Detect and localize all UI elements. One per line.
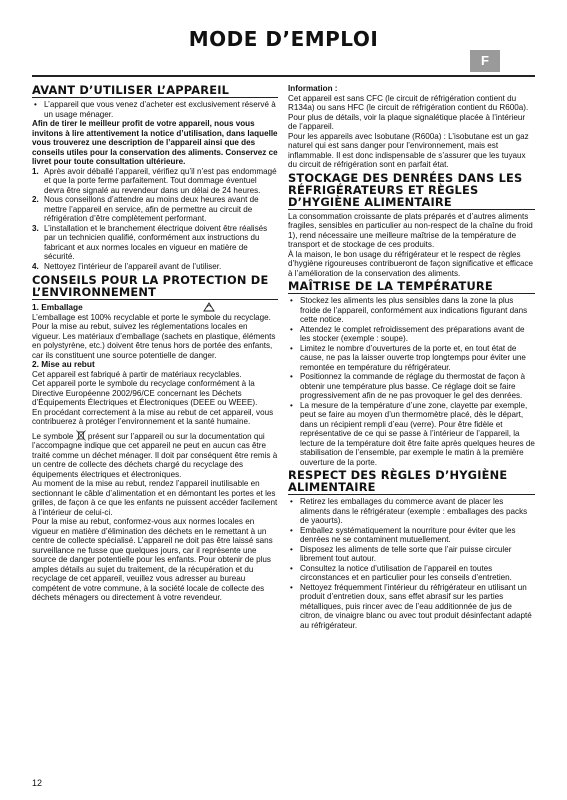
list-item: • Limitez le nombre d’ouvertures de la porte et, en tout état de cause, ne pas la laisser ouverte trop longtemps pour éviter une remontée en température du réfrigérateur. <box>300 344 535 373</box>
list-item: • Attendez le complet refroidissement des préparations avant de les stocker (exemple : soupe). <box>300 325 535 344</box>
step-item <box>32 223 278 262</box>
crossed-bin-icon <box>76 430 86 441</box>
step-text: Nous conseillons d’attendre au moins deux heures avant de mettre l’appareil en service, afin de permettre au circuit de réfrigération d’être complètement performant. <box>44 195 259 223</box>
steps-list <box>32 167 278 272</box>
right-column <box>288 84 535 630</box>
maitrise-list <box>288 296 535 467</box>
emballage-text: L’emballage est 100% recyclable et porte le symbole du recyclage. Pour la mise au rebut, suivez les réglementations locales en vigueur. Les matériaux d’emballage (sachets en plastique, éléments en polystyrène, etc.) doivent être tenus hors de portée des enfants, car ils constituent une source potentielle de danger. <box>32 312 276 360</box>
list-item: • Emballez systématiquement la nourriture pour éviter que les denrées ne se contaminent mutuellement. <box>300 526 535 545</box>
title-divider <box>32 75 535 77</box>
step-text: L’installation et le branchement électrique doivent être réalisés par un technicien qualifié, conformément aux instructions du fabricant et aux normes locales en vigueur en matière de sécurité. <box>44 223 268 261</box>
step-text: Nettoyez l’intérieur de l’appareil avant de l’utiliser. <box>44 261 222 271</box>
step-number: 1. <box>32 166 39 176</box>
information-paragraph-2: Pour les appareils avec Isobutane (R600a) : L’isobutane est un gaz naturel qui est sans danger pour l’environnement, mais est inflammable. Il est donc indispensable de s’assurer que les tuyaux du circuit de réfrigération sont en parfait état. <box>288 131 529 169</box>
language-tab: F <box>470 50 500 72</box>
step-number: 2. <box>32 195 39 204</box>
list-item: • Nettoyez fréquemment l’intérieur du réfrigérateur en utilisant un produit d’entretien doux, sans effet abrasif sur les parties métalliques, puis rincer avec de l’eau additionnée de jus de citron, de vinaigre blanc ou avec tout produit désinfectant adapté au réfrigérateur. <box>300 583 535 631</box>
step-item <box>32 195 278 224</box>
respect-list <box>288 497 535 630</box>
list-item: • Stockez les aliments les plus sensibles dans la zone la plus froide de l’appareil, conformément aux indications figurant dans cette notice. <box>300 296 535 325</box>
recycle-icon <box>203 302 215 312</box>
step-item <box>32 261 278 272</box>
list-item: • Positionnez la commande de réglage du thermostat de façon à obtenir une température plus basse. Ce réglage doit se faire progressivement afin de ne pas provoquer le gel des denrées. <box>300 372 535 401</box>
weee-symbol-paragraph: Le symbole présent sur l’appareil ou sur la documentation qui l’accompagne indique que cet appareil ne peut en aucun cas être traité comme un déchet ménager. Il doit par conséquent être remis à un centre de collecte des déchets chargé du recyclage des équipements électriques et électroniques. <box>32 431 278 479</box>
list-item: • Consultez la notice d’utilisation de l’appareil en toutes circonstances et en particulier pour les conseils d’entretien. <box>300 564 535 583</box>
stockage-paragraph-1: La consommation croissante de plats préparés et d’autres aliments fragiles, sensibles en particulier au non-respect de la chaîne du froid 1), rend nécessaire une meilleure maîtrise de la température de transport et de stockage de ces produits. <box>288 211 533 249</box>
heading-conseils-environnement: CONSEILS POUR LA PROTECTION DE L’ENVIRONNEMENT <box>32 274 278 300</box>
rebut-paragraph-5: Pour la mise au rebut, conformez-vous aux normes locales en vigueur en matière d’élimination des déchets en le remettant à un centre de collecte spécialisé. L’appareil ne doit pas être laissé sans surveillance ne fusse que quelques jours, car il représente une source de danger potentielle pour les enfants. Pour obtenir de plus amples détails au sujet du traitement, de la récupération et du recyclage de cet appareil, veuillez vous adresser au bureau compétent de votre commune, à la société locale de collecte des déchets ménagers ou directement à votre revendeur. <box>32 517 273 602</box>
step-text: Après avoir déballé l’appareil, vérifiez qu’il n’est pas endommagé et que la porte ferme parfaitement. Tout dommage éventuel devra être signalé au revendeur dans un délai de 24 heures. <box>44 166 277 195</box>
information-title: Information : <box>288 84 338 93</box>
stockage-paragraph-2: À la maison, le bon usage du réfrigérateur et le respect de règles d’hygiène rigoureuses contribueront de façon significative et efficace à l’amélioration de la conservation des aliments. <box>288 249 534 278</box>
heading-respect-hygiene: RESPECT DES RÈGLES D’HYGIÈNE ALIMENTAIRE <box>288 469 535 495</box>
heading-avant-utiliser: AVANT D’UTILISER L’APPAREIL <box>32 84 278 98</box>
heading-stockage: STOCKAGE DES DENRÉES DANS LES RÉFRIGÉRATEURS ET RÈGLES D’HYGIÈNE ALIMENTAIRE <box>288 172 535 210</box>
list-item: • La mesure de la température d’une zone, clayette par exemple, peut se faire au moyen d’un thermomètre placé, dès le départ, dans un récipient rempli d’eau (verre). Pour être fidèle et représentative de ce qui se passe à l’intérieur de l’appareil, la lecture de la température doit être faite après quelques heures de stabilisation de l’ensemble, par exemple le matin à la première ouverture de la porte. <box>300 401 535 468</box>
rebut-paragraph-2: Cet appareil porte le symbole du recyclage conformément à la Directive Européenne 2002/96/CE concernant les Déchets d’Équipements Électriques et Électroniques (DEEE ou WEEE). <box>32 379 258 407</box>
information-paragraph-1: Cet appareil est sans CFC (le circuit de réfrigération contient du R134a) ou sans HFC (le circuit de réfrigération contient du R600a). Pour plus de détails, voir la plaque signalétique placée à l’intérieur de l’appareil. <box>288 93 529 131</box>
avant-bold-note: Afin de tirer le meilleur profit de votre appareil, nous vous invitons à lire attentivement la notice d’utilisation, dans laquelle vous trouverez une description de l’appareil ainsi que des conseils utiles pour la conservation des aliments. Conservez ce livret pour toute consultation ultérieure. <box>32 119 278 166</box>
page-number: 12 <box>32 778 43 788</box>
rebut-paragraph-1: Cet appareil est fabriqué à partir de matériaux recyclables. <box>32 369 242 379</box>
step-number: 4. <box>32 261 39 271</box>
rebut-paragraph-3: En procédant correctement à la mise au rebut de cet appareil, vous contribuerez à protéger l’environnement et la santé humaine. <box>32 407 274 426</box>
list-item: • Retirez les emballages du commerce avant de placer les aliments dans le réfrigérateur (exemple : emballages des packs de yaourts). <box>300 497 535 526</box>
avant-bullet: • L’appareil que vous venez d’acheter est exclusivement réservé à un usage ménager. <box>44 100 278 119</box>
step-number: 3. <box>32 223 39 233</box>
rebut-paragraph-4: Au moment de la mise au rebut, rendez l’appareil inutilisable en sectionnant le câble d’alimentation et en démontant les portes et les grilles, de façon à ce que les enfants ne puissent accéder facilement à l’intérieur de celui-ci. <box>32 479 278 517</box>
mise-au-rebut-title: 2. Mise au rebut <box>32 359 95 369</box>
avant-list <box>32 100 278 119</box>
emballage-title: 1. Emballage <box>32 302 278 313</box>
step-item <box>32 166 278 196</box>
page-title: MODE D’EMPLOI <box>188 27 379 51</box>
left-column <box>32 84 278 603</box>
list-item: • Disposez les aliments de telle sorte que l’air puisse circuler librement tout autour. <box>300 545 535 564</box>
heading-maitrise-temperature: MAÎTRISE DE LA TEMPÉRATURE <box>288 280 535 294</box>
